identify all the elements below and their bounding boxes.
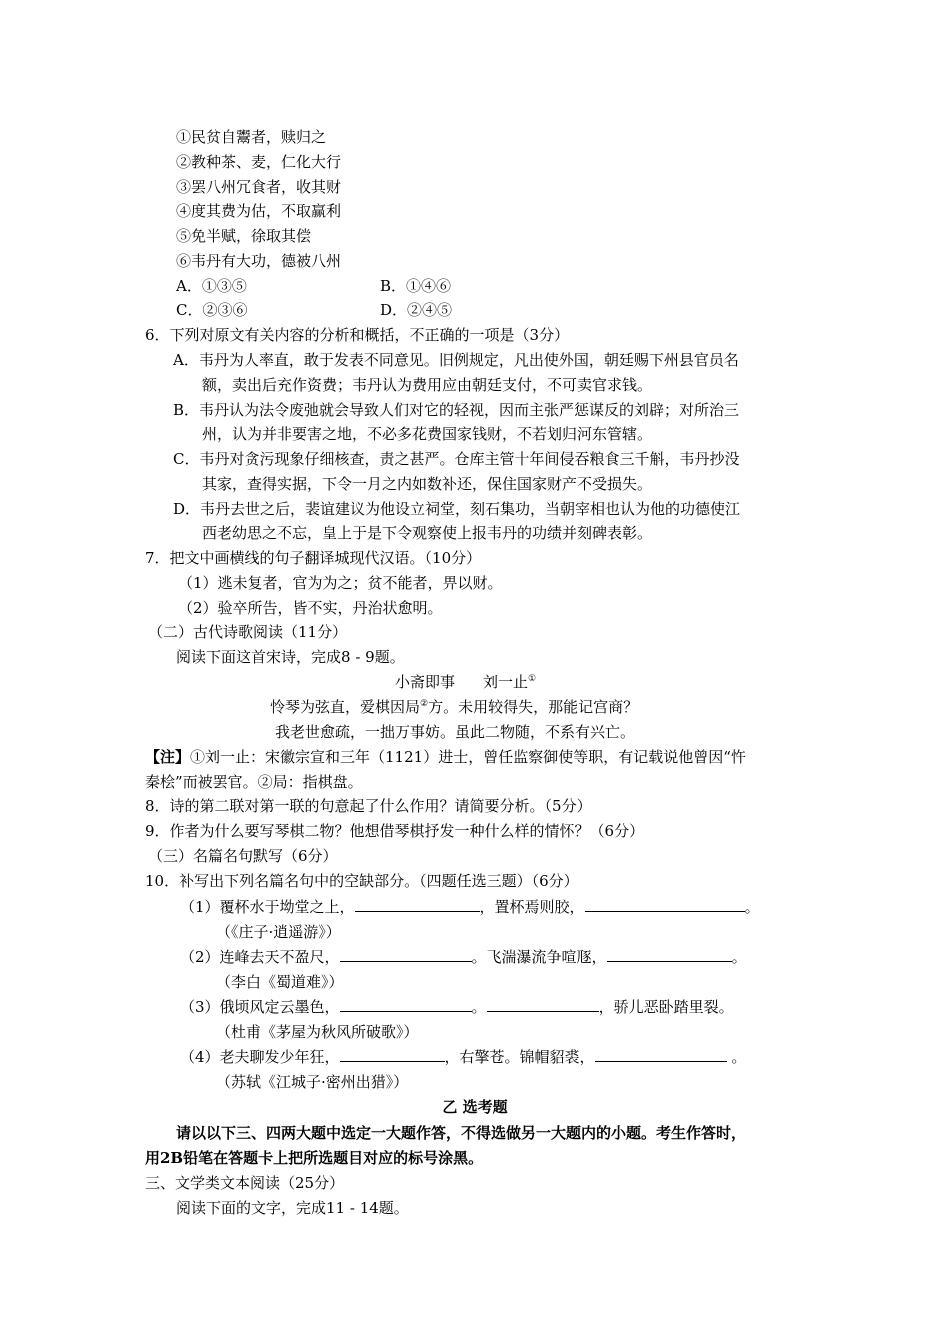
answer-blank[interactable] [340,946,472,962]
section-3-title: （三）名篇名句默写（6分） [148,847,338,865]
q6-option-a-line2: 额，卖出后充作资费；韦丹认为费用应由朝廷支付，不可卖官求钱。 [202,376,653,394]
part-3-title: 三、文学类文本阅读（25分） [145,1174,345,1192]
q5-option-b: B．①④⑥ [380,277,452,295]
q10-item-4-text-b: ，右擎苍。锦帽貂裘， [444,1048,595,1066]
q5-item-6: ⑥韦丹有大功，德被八州 [176,252,342,270]
q9-stem: 9．作者为什么要写琴棋二物？他想借琴棋抒发一种什么样的情怀？（6分） [145,822,645,840]
q5-option-c: C．②③⑥ [176,301,248,319]
q6-option-c-line2: 其家，查得实据，下令一月之内如数补还，保住国家财产不受损失。 [202,475,653,493]
q10-item-2 [180,945,747,970]
q10-item-4-text-a: （4）老夫聊发少年狂， [180,1048,340,1066]
q10-item-3-text-b: 。 [471,998,487,1016]
optional-instruction-line-1: 请以以下三、四两大题中选定一大题作答，不得选做另一大题内的小题。考生作答时， [176,1124,747,1142]
q10-item-3 [180,995,734,1020]
q5-item-4: ④度其费为估，不取赢利 [176,202,342,220]
q8-stem: 8．诗的第二联对第一联的句意起了什么作用？请简要分析。（5分） [145,797,592,815]
section-2-title: （二）古代诗歌阅读（11分） [148,623,348,641]
q6-option-d-line2: 西老幼思之不忘，皇上于是下令观察使上报韦丹的功绩并刻碑表彰。 [202,524,653,542]
q6-option-b-line2: 州，认为并非要害之地，不必多花费国家钱财，不若划归河东管辖。 [202,425,653,443]
q10-item-4 [180,1045,746,1070]
answer-blank[interactable] [585,896,745,912]
poem-heading [395,670,536,695]
answer-blank[interactable] [355,896,480,912]
q7-item-2: （2）验卒所告，皆不实，丹治状愈明。 [178,599,443,617]
q10-item-2-source: （李白《蜀道难》） [216,973,344,991]
q6-option-c-line1: C．韦丹对贪污现象仔细核查，责之甚严。仓库主管十年间侵吞粮食三千斛，韦丹抄没 [173,450,740,468]
q5-item-2: ②教种茶、麦，仁化大行 [176,153,342,171]
poem-line-1-part-a: 怜琴为弦直，爱棋因局 [270,698,421,716]
poem-author: 刘一止 [483,673,529,691]
poem-note-line-1 [145,745,746,770]
note-mark-1: ① [528,674,537,684]
q10-stem: 10．补写出下列名篇名句中的空缺部分。（四题任选三题）（6分） [145,872,579,890]
q10-item-1-text-a: （1）覆杯水于坳堂之上， [180,898,355,916]
answer-blank[interactable] [595,1046,727,1062]
q10-item-2-text-b: 。飞湍瀑流争喧豗， [471,948,607,966]
part-3-instruction: 阅读下面的文字，完成11 - 14题。 [176,1199,409,1217]
q10-item-3-source: （杜甫《茅屋为秋风所破歌》） [216,1023,419,1041]
q10-item-4-text-c: 。 [726,1048,747,1066]
answer-blank[interactable] [340,1046,445,1062]
q5-option-a: A．①③⑤ [176,277,247,295]
poem-title: 小斋即事 [395,673,456,691]
q6-option-b-line1: B．韦丹认为法令废弛就会导致人们对它的轻视，因而主张严惩谋反的刘辟；对所治三 [173,401,740,419]
q10-item-1 [180,895,760,920]
q10-item-3-text-a: （3）俄顷风定云墨色， [180,998,340,1016]
section-2-instruction: 阅读下面这首宋诗，完成8 - 9题。 [176,648,405,666]
q5-option-d: D．②④⑤ [380,301,453,319]
q10-item-2-text-a: （2）连峰去天不盈尺， [180,948,340,966]
q5-item-1: ①民贫自鬻者，赎归之 [176,128,327,146]
poem-line-1 [270,695,638,720]
note-text-1: ①刘一止：宋徽宗宣和三年（1121）进士，曾任监察御使等职，有记载说他曾因“忤 [190,748,746,766]
q6-option-d-line1: D．韦丹去世之后，裴谊建议为他设立祠堂，刻石集功，当朝宰相也认为他的功德使江 [173,500,741,518]
q10-item-1-text-c: 。 [744,898,760,916]
q10-item-1-text-b: ，置杯焉则胶， [479,898,585,916]
poem-note-line-2: 秦桧”而被罢官。②局：指棋盘。 [145,773,363,791]
q10-item-1-source: （《庄子·逍遥游》） [216,923,341,941]
q5-item-3: ③罢八州冗食者，收其财 [176,178,342,196]
q10-item-2-text-c: 。 [731,948,747,966]
q10-item-4-source: （苏轼《江城子·密州出猎》） [216,1073,409,1091]
answer-blank[interactable] [487,996,599,1012]
answer-blank[interactable] [607,946,732,962]
optional-instruction-line-2: 用2B铅笔在答题卡上把所选题目对应的标号涂黑。 [145,1149,484,1167]
q7-item-1: （1）逃未复者，官为为之；贫不能者，畀以财。 [178,574,503,592]
optional-heading: 乙 选考题 [442,1098,508,1116]
poem-line-1-part-b: 方。未用较得失，那能记宫商？ [428,698,639,716]
q7-stem: 7．把文中画横线的句子翻译城现代汉语。（10分） [145,549,482,567]
q6-option-a-line1: A．韦丹为人率直，敢于发表不同意见。旧例规定，凡出使外国，朝廷赐下州县官员名 [173,351,739,369]
q5-item-5: ⑤免半赋，徐取其偿 [176,227,312,245]
poem-line-2: 我老世愈疏，一拙万事妨。虽此二物随，不系有兴亡。 [275,723,636,741]
note-mark-2: ② [420,699,429,709]
note-label: 【注】 [145,748,191,766]
q10-item-3-text-c: ，骄儿恶卧踏里裂。 [598,998,734,1016]
answer-blank[interactable] [340,996,472,1012]
q6-stem: 6．下列对原文有关内容的分析和概括，不正确的一项是（3分） [145,326,570,344]
